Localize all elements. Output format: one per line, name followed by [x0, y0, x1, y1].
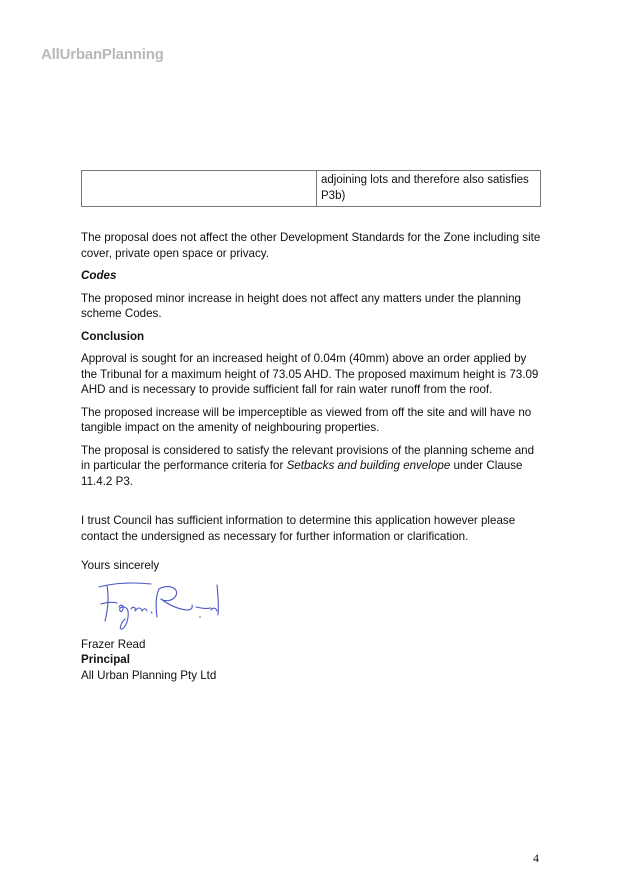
- codes-heading: Codes: [81, 269, 117, 282]
- handwritten-signature: [93, 577, 243, 633]
- table-cell-left: [82, 171, 317, 207]
- paragraph-provisions: [81, 443, 543, 490]
- signatory-company: All Urban Planning Pty Ltd: [81, 668, 217, 682]
- conclusion-heading: Conclusion: [81, 329, 145, 343]
- paragraph-impact: The proposed increase will be imperceptible as viewed from off the site and will have no tangible impact on the amenity of neighbouring properties.: [81, 405, 532, 434]
- provisions-text-start: The proposal is considered to satisfy the relevant provisions of the planning scheme and in particular the performance criteria for: [81, 443, 535, 472]
- provisions-text-end: under Clause 11.4.2 P3.: [81, 459, 523, 488]
- letter-body: [81, 230, 543, 683]
- table-cell-right: adjoining lots and therefore also satisfies P3b): [317, 171, 541, 207]
- paragraph-approval: Approval is sought for an increased height of 0.04m (40mm) above an order applied by the Tribunal for a maximum height of 73.05 AHD. The proposed maximum height is 73.09 AHD and is necessary to provide sufficient fall for rain water runoff from the roof.: [81, 352, 539, 396]
- closing-text: Yours sincerely: [81, 559, 160, 572]
- table-row: [82, 171, 541, 207]
- continued-table: [81, 170, 541, 207]
- signatory-name: Frazer Read: [81, 637, 146, 651]
- company-logo: AllUrbanPlanning: [41, 46, 164, 63]
- paragraph-development-standards: The proposal does not affect the other Development Standards for the Zone including site cover, private open space or privacy.: [81, 231, 541, 260]
- spacer: [81, 496, 543, 513]
- page-number: 4: [533, 851, 539, 865]
- signatory-title: Principal: [81, 653, 130, 666]
- sign-off: [81, 558, 543, 683]
- paragraph-trust: I trust Council has sufficient information to determine this application however please contact the undersigned as necessary for further information or clarification.: [81, 514, 516, 543]
- paragraph-codes: The proposed minor increase in height does not affect any matters under the planning scheme Codes.: [81, 291, 521, 320]
- provisions-text-italic: Setbacks and building envelope: [286, 459, 451, 472]
